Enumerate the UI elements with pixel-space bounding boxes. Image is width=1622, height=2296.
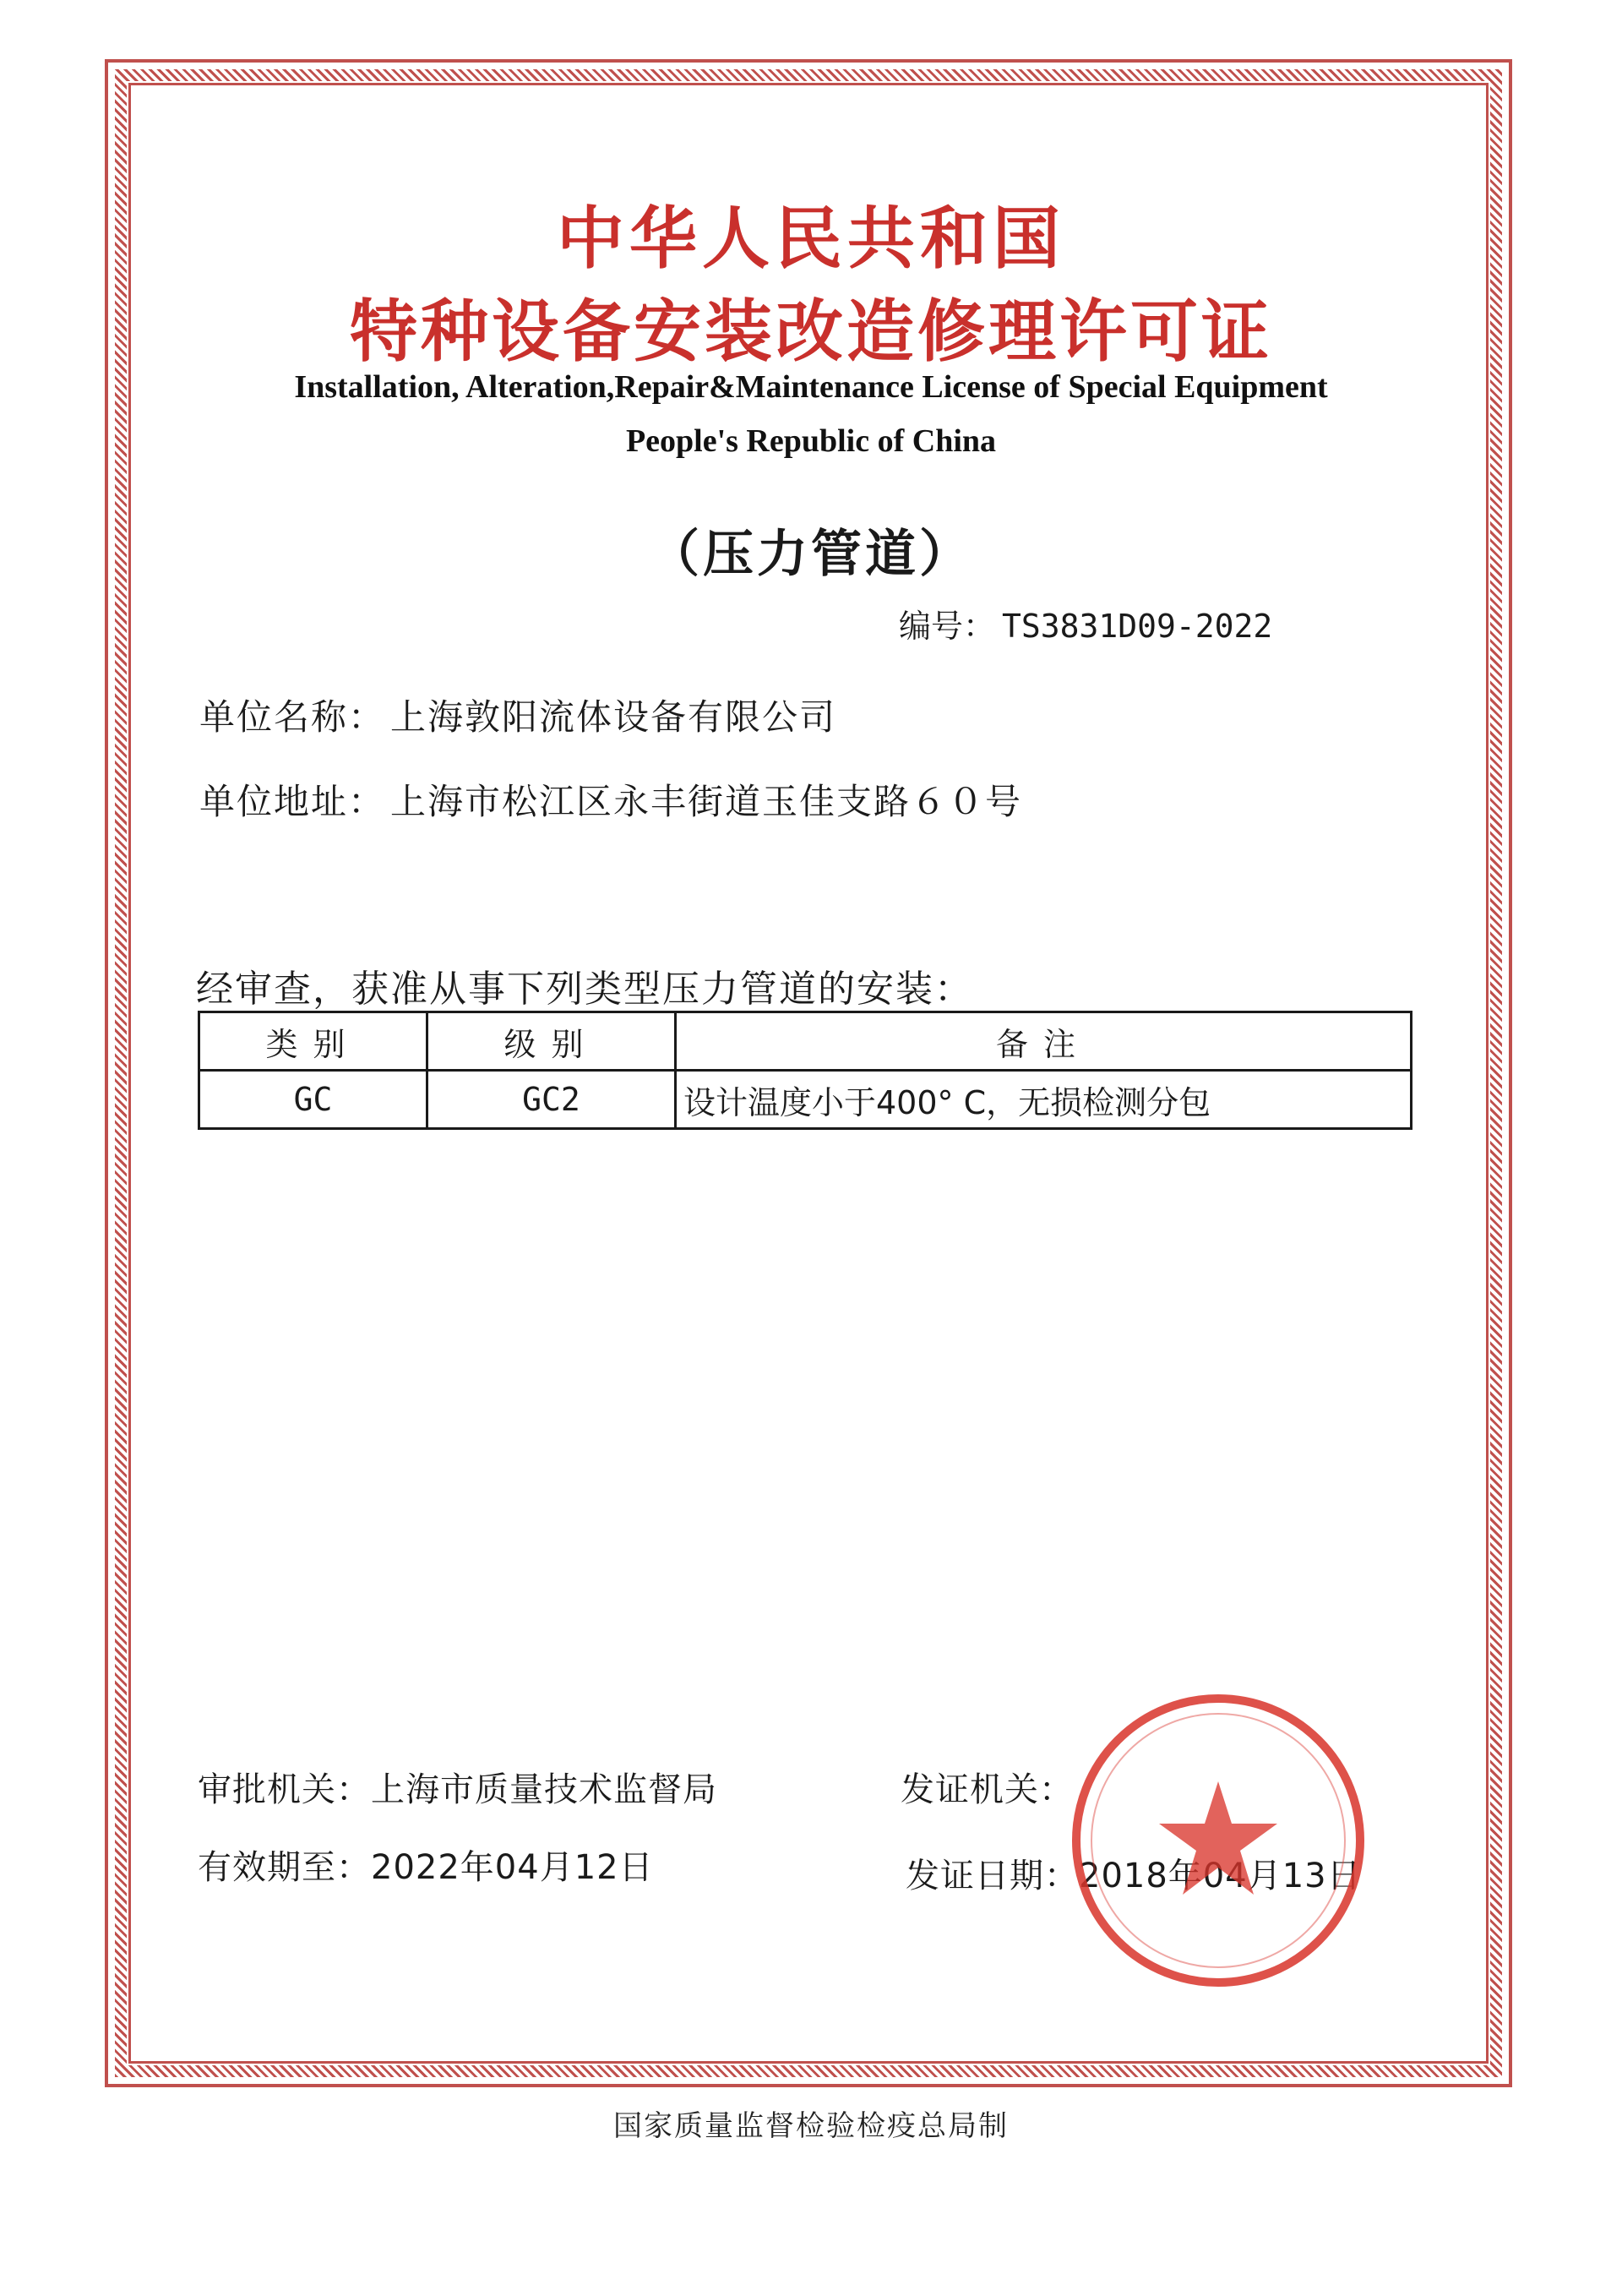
license-number — [899, 600, 1272, 646]
company-address-row — [199, 774, 1022, 825]
issuer-row — [901, 1763, 1074, 1811]
issue-date: 2018年04月13日 — [1079, 1857, 1362, 1895]
cell-grade: GC2 — [427, 1071, 676, 1129]
company-name: 上海敦阳流体设备有限公司 — [390, 696, 837, 738]
table-row — [199, 1071, 1412, 1129]
title-en-line2: People's Republic of China — [625, 423, 997, 459]
license-number-label: 编号： — [899, 608, 996, 645]
header-remarks: 备注 — [676, 1012, 1412, 1071]
approver: 上海市质量技术监督局 — [371, 1770, 717, 1809]
company-address-label: 单位地址： — [199, 781, 386, 822]
title-cn-line1: 中华人民共和国 — [557, 199, 1065, 278]
header-grade: 级别 — [427, 1012, 676, 1071]
title-en-line1: Installation, Alteration,Repair&Maintenance License of Special Equipment — [294, 369, 1328, 405]
issuing-authority-note: 国家质量监督检验检疫总局制 — [613, 2109, 1009, 2143]
permit-table-header — [199, 1012, 1412, 1071]
valid-until-row — [198, 1841, 654, 1889]
license-category: （压力管道） — [649, 525, 973, 584]
approver-row — [198, 1763, 717, 1811]
header-category: 类别 — [199, 1012, 427, 1071]
permit-intro: 经审查，获准从事下列类型压力管道的安装： — [196, 968, 973, 1011]
permit-table — [198, 1011, 1412, 1130]
approver-label: 审批机关： — [198, 1770, 371, 1809]
official-seal-icon — [1066, 1688, 1370, 1993]
title-cn-line2: 特种设备安装改造修理许可证 — [350, 292, 1272, 371]
valid-until-label: 有效期至： — [198, 1848, 371, 1887]
company-name-label: 单位名称： — [199, 696, 386, 738]
issuer-label: 发证机关： — [901, 1770, 1074, 1809]
valid-until: 2022年04月12日 — [371, 1848, 654, 1887]
license-number-value: TS3831D09-2022 — [1002, 608, 1273, 645]
cell-remarks: 设计温度小于400° C，无损检测分包 — [676, 1071, 1412, 1129]
company-address: 上海市松江区永丰街道玉佳支路６０号 — [390, 781, 1023, 822]
cell-category: GC — [199, 1071, 427, 1129]
issue-date-label: 发证日期： — [906, 1857, 1079, 1895]
company-name-row — [199, 690, 836, 740]
